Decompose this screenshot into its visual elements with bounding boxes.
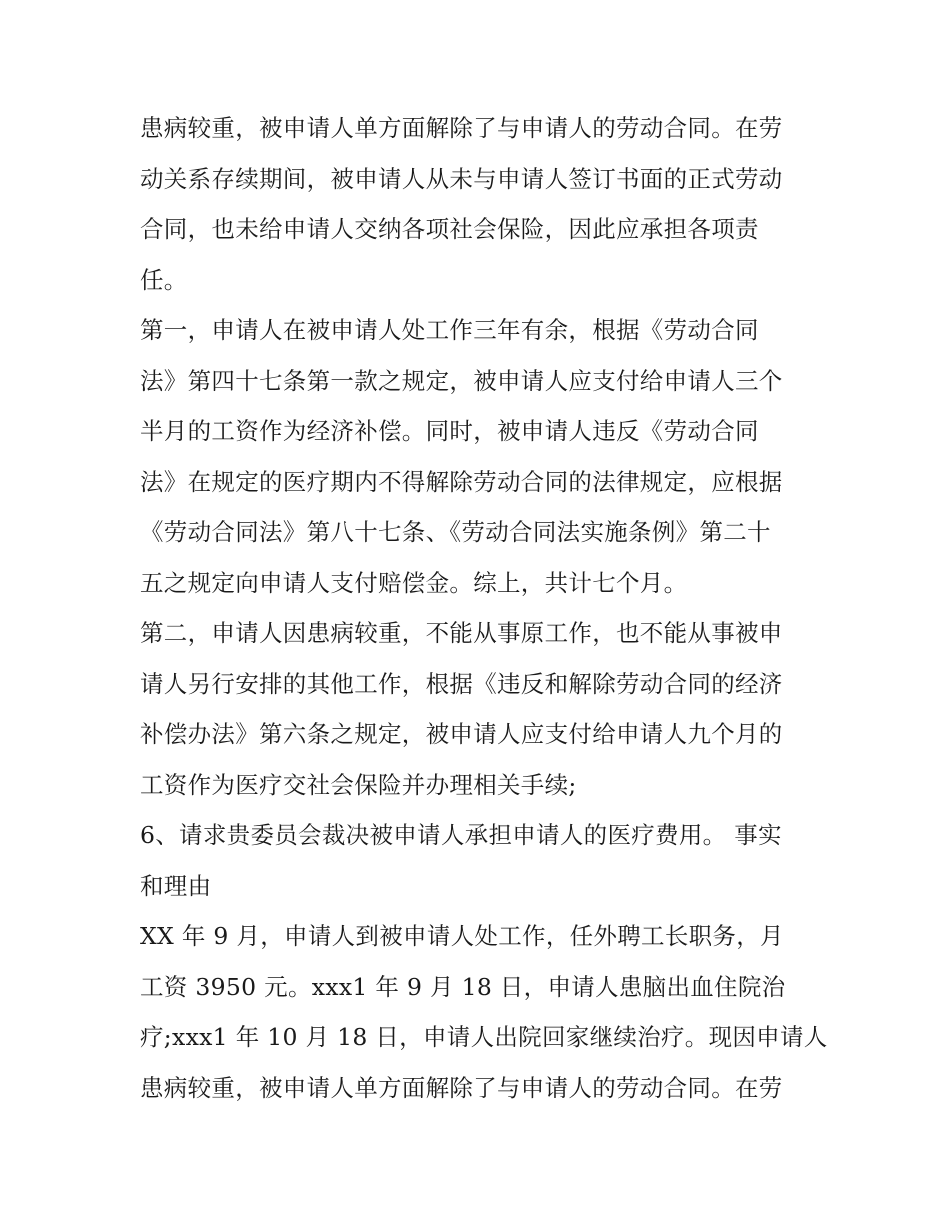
text-line: 任。 <box>140 265 188 294</box>
text-line: 《劳动合同法》第八十七条、《劳动合同法实施条例》第二十 <box>140 518 771 546</box>
text-line: 第一，申请人在被申请人处工作三年有余，根据《劳动合同 <box>140 316 759 344</box>
text-line: 6、请求贵委员会裁决被申请人承担申请人的医疗费用。 事实 <box>140 821 782 849</box>
text-line: 患病较重，被申请人单方面解除了与申请人的劳动合同。在劳 <box>140 1073 783 1102</box>
text-line: 工资 3950 元。xxx1 年 9 月 18 日，申请人患脑出血住院治 <box>140 972 786 1001</box>
text-line: 法》在规定的医疗期内不得解除劳动合同的法律规定，应根据 <box>140 467 783 496</box>
text-line: 第二，申请人因患病较重，不能从事原工作，也不能从事被申 <box>140 619 783 647</box>
text-line: 法》第四十七条第一款之规定，被申请人应支付给申请人三个 <box>140 366 783 395</box>
text-line: 疗;xxx1 年 10 月 18 日，申请人出院回家继续治疗。现因申请人 <box>140 1023 828 1051</box>
text-line: 工资作为医疗交社会保险并办理相关手续; <box>140 770 577 799</box>
text-line: 动关系存续期间，被申请人从未与申请人签订书面的正式劳动 <box>140 164 783 193</box>
text-line: 补偿办法》第六条之规定，被申请人应支付给申请人九个月的 <box>140 720 783 748</box>
text-line: 合同，也未给申请人交纳各项社会保险，因此应承担各项责 <box>140 215 759 243</box>
document-body <box>140 103 828 1113</box>
text-line: 请人另行安排的其他工作，根据《违反和解除劳动合同的经济 <box>140 669 783 698</box>
text-line: 和理由 <box>140 871 212 900</box>
text-line: 患病较重，被申请人单方面解除了与申请人的劳动合同。在劳 <box>140 114 783 142</box>
text-line: XX 年 9 月，申请人到被申请人处工作，任外聘工长职务，月 <box>140 922 784 950</box>
text-line: 五之规定向申请人支付赔偿金。综上，共计七个月。 <box>140 568 688 597</box>
text-line: 半月的工资作为经济补偿。同时，被申请人违反《劳动合同 <box>140 417 759 445</box>
